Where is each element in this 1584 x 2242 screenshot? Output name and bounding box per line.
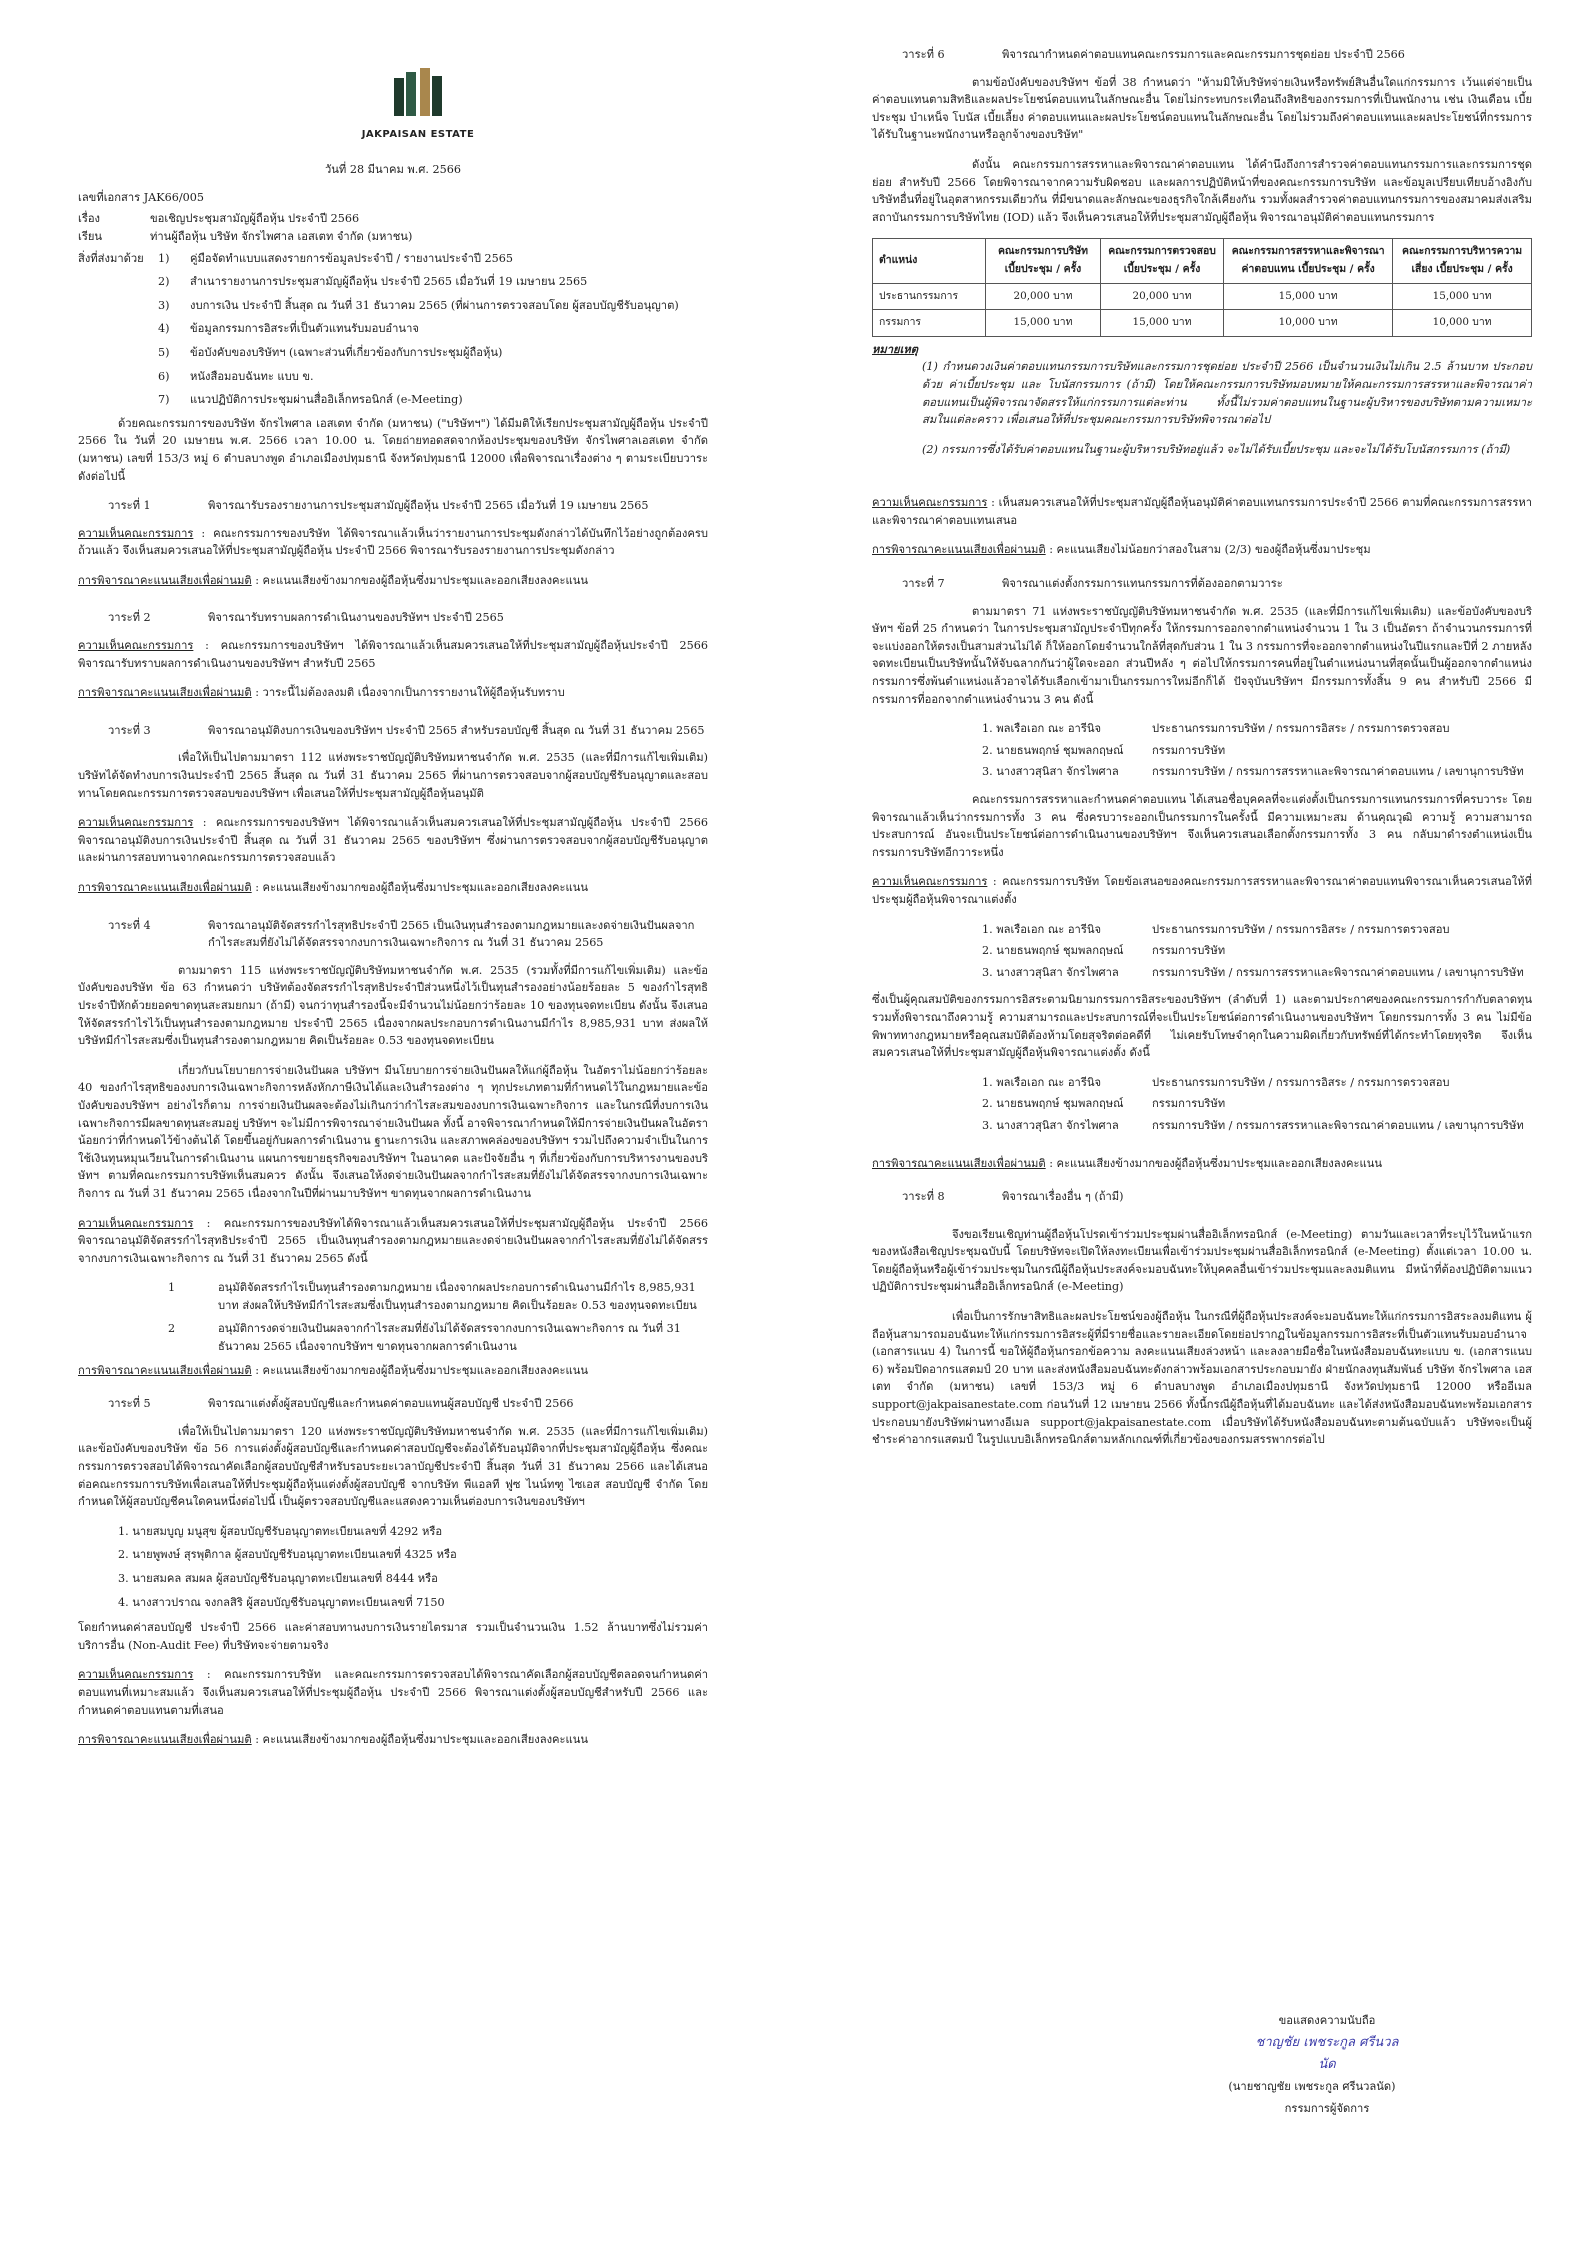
opinion-text: : คณะกรรมการของบริษัท ได้พิจารณาแล้วเห็นว่ารายงานการประชุมดังกล่าวได้บันทึกไว้อย่างถูกต้องครบถ้วนแล้ว จึงเห็นสมควรเสนอให้ที่ประชุมสามัญผู้ถือหุ้น ประจำปี 2566 พิจารณารับรองรายงานการประชุมดังกล่าว	[78, 526, 708, 558]
list-item	[982, 1074, 1532, 1092]
subject-label: เรื่อง	[78, 212, 101, 226]
agenda-7-number: วาระที่ 7	[902, 577, 945, 591]
director-position: กรรมการบริษัท / กรรมการสรรหาและพิจารณาค่าตอบแทน / เลขานุการบริษัท	[1152, 1118, 1524, 1132]
vote-text: : คะแนนเสียงไม่น้อยกว่าสองในสาม (2/3) ของผู้ถือหุ้นซึ่งมาประชุม	[1049, 543, 1371, 557]
fee-cell: ประธานกรรมการ	[873, 283, 986, 310]
company-logo	[308, 68, 528, 143]
vote-label: การพิจารณาคะแนนเสียงเพื่อผ่านมติ	[78, 1363, 252, 1377]
agenda-2-number: วาระที่ 2	[108, 611, 151, 625]
document-number: เลขที่เอกสาร JAK66/005	[78, 190, 204, 204]
agenda-4-item	[168, 1320, 708, 1355]
list-item	[982, 921, 1532, 939]
appointed-directors-list	[982, 1074, 1532, 1135]
agenda-8-number: วาระที่ 8	[902, 1190, 945, 1204]
agenda-1-number: วาระที่ 1	[108, 499, 151, 513]
director-position: กรรมการบริษัท / กรรมการสรรหาและพิจารณาค่าตอบแทน / เลขานุการบริษัท	[1152, 765, 1524, 779]
vote-label: การพิจารณาคะแนนเสียงเพื่อผ่านมติ	[78, 1733, 252, 1747]
vote-text: : คะแนนเสียงข้างมากของผู้ถือหุ้นซึ่งมาประชุมและออกเสียงลงคะแนน	[255, 1733, 589, 1747]
attachment-text: งบการเงิน ประจำปี สิ้นสุด ณ วันที่ 31 ธันวาคม 2565 (ที่ผ่านการตรวจสอบโดย ผู้สอบบัญชีรับอนุญาต)	[190, 298, 679, 312]
subject-text: ขอเชิญประชุมสามัญผู้ถือหุ้น ประจำปี 2566	[150, 212, 360, 226]
vote-text: : คะแนนเสียงข้างมากของผู้ถือหุ้นซึ่งมาประชุมและออกเสียงลงคะแนน	[1049, 1156, 1383, 1170]
fee-table-header	[873, 239, 1532, 283]
agenda-2-vote	[78, 684, 708, 702]
note-item: (1) กำหนดวงเงินค่าตอบแทนกรรมการบริษัทและกรรมการชุดย่อย ประจำปี 2566 เป็นจำนวนเงินไม่เกิน 2.5 ล้านบาท ประกอบด้วย ค่าเบี้ยประชุม และ โบนัสกรรมการ (ถ้ามี) โดยให้คณะกรรมการบริษัทมอบหมายให้คณะกรรมการสรรหาและพิจารณาค่าตอบแทนเป็นผู้พิจารณาจัดสรรให้แก่กรรมการแต่ละท่าน ทั้งนี้ไม่รวมค่าตอบแทนในฐานะผู้บริหารของบริษัทตามความเหมาะสมในแต่ละคราว เพื่อเสนอให้ที่ประชุมคณะกรรมการบริษัทพิจารณาต่อไป	[922, 360, 1532, 427]
agenda-3-number: วาระที่ 3	[108, 723, 151, 737]
regards-text: ขอแสดงความนับถือ	[1278, 2014, 1376, 2027]
vote-label: การพิจารณาคะแนนเสียงเพื่อผ่านมติ	[872, 1156, 1046, 1170]
attachment-no: 3)	[158, 298, 170, 312]
agenda-5-opinion	[78, 1666, 708, 1719]
attachments-list	[78, 250, 708, 409]
logo-text: JAKPAISAN ESTATE	[361, 128, 475, 140]
table-row	[873, 310, 1532, 337]
director-name: 1. พลเรือเอก ณะ อารีนิจ	[982, 922, 1102, 936]
director-position: ประธานกรรมการบริษัท / กรรมการอิสระ / กรรมการตรวจสอบ	[1152, 722, 1450, 736]
director-position: ประธานกรรมการบริษัท / กรรมการอิสระ / กรรมการตรวจสอบ	[1152, 1075, 1450, 1089]
agenda-6-number: วาระที่ 6	[902, 48, 945, 61]
opinion-text: : คณะกรรมการบริษัท และคณะกรรมการตรวจสอบได้พิจารณาคัดเลือกผู้สอบบัญชีตลอดจนกำหนดค่าตอบแทนที่เหมาะสมแล้ว จึงเห็นสมควรเสนอให้ที่ประชุมผู้ถือหุ้น ประจำปี 2566 พิจารณาแต่งตั้งผู้สอบบัญชีสำหรับปี 2566 และกำหนดค่าตอบแทนตามที่เสนอ	[78, 1668, 708, 1717]
vote-label: การพิจารณาคะแนนเสียงเพื่อผ่านมติ	[872, 543, 1046, 557]
agenda-6-vote	[872, 541, 1532, 559]
director-position: กรรมการบริษัท	[1152, 944, 1226, 958]
attachment-item	[78, 297, 708, 315]
auditor-item: 1. นายสมบูญ มนูสุข ผู้สอบบัญชีรับอนุญาตทะเบียนเลขที่ 4292 หรือ	[118, 1524, 443, 1538]
closing-paragraph-2: เพื่อเป็นการรักษาสิทธิและผลประโยชน์ของผู้ถือหุ้น ในกรณีที่ผู้ถือหุ้นประสงค์จะมอบฉันทะให้แก่กรรมการอิสระลงมติแทน ผู้ถือหุ้นสามารถมอบฉันทะให้แก่กรรมการอิสระผู้ที่มีรายชื่อและรายละเอียดโดยย่อปรากฏในข้อมูลกรรมการอิสระที่เป็นตัวแทนรับมอบอำนาจ (เอกสารแนบ 4) ในการนี้ ขอให้ผู้ถือหุ้นกรอกข้อความ ลงคะแนนเสียงล่วงหน้า และลงลายมือชื่อในหนังสือมอบฉันทะแบบ ข. (เอกสารแนบ 6) พร้อมปิดอากรแสตมป์ 20 บาท และส่งหนังสือมอบฉันทะดังกล่าวพร้อมเอกสารประกอบมายัง ฝ่ายนักลงทุนสัมพันธ์ บริษัท จักรไพศาล เอสเตท จำกัด (มหาชน) เลขที่ 153/3 หมู่ 6 ตำบลบางพูด อำเภอเมืองปทุมธานี จังหวัดปทุมธานี 12000 หรืออีเมล support@jakpaisanestate.com ก่อนวันที่ 12 เมษายน 2566 ทั้งนี้กรณีผู้ถือหุ้นที่ได้มอบฉันทะ และได้ส่งหนังสือมอบฉันทะพร้อมเอกสารประกอบมายังบริษัทผ่านทางอีเมล support@jakpaisanestate.com เมื่อบริษัทได้รับหนังสือมอบฉันทะตามต้นฉบับแล้ว บริษัทจะเป็นผู้ชำระค่าอากรแสตมป์ ในรูปแบบอิเล็กทรอนิกส์ตามหลักเกณฑ์ที่เกี่ยวข้องของกรมสรรพากรต่อไป	[872, 1310, 1532, 1447]
agenda-5-number: วาระที่ 5	[108, 1397, 151, 1411]
agenda-7-body-3: ซึ่งเป็นผู้คุณสมบัติของกรรมการอิสระตามนิยามกรรมการอิสระของบริษัทฯ (ลำดับที่ 1) และตามประกาศของคณะกรรมการกำกับตลาดทุน รวมทั้งพิจารณาถึงความรู้ ความสามารถและประสบการณ์ที่จะเป็นประโยชน์ต่อการดำเนินงานของบริษัทฯ โดยกรรมการทั้ง 3 คน ไม่มีข้อพิพาททางกฎหมายหรือคุณสมบัติต้องห้ามโดยสุจริตต่อคดีที่ ไม่เคยรับโทษจำคุกในความผิดเกี่ยวกับทรัพย์ที่ได้กระทำโดยทุจริต จึงเห็นสมควรเสนอให้ที่ประชุมสามัญผู้ถือหุ้นพิจารณาแต่งตั้ง ดังนี้	[872, 993, 1532, 1060]
fee-cell: 20,000 บาท	[1100, 283, 1223, 310]
signature-block	[1228, 2010, 1402, 2120]
fee-header-cell: คณะกรรมการสรรหาและพิจารณาค่าตอบแทน เบี้ยประชุม / ครั้ง	[1224, 239, 1393, 283]
agenda-6-body-1: ตามข้อบังคับของบริษัทฯ ข้อที่ 38 กำหนดว่า "ห้ามมิให้บริษัทจ่ายเงินหรือทรัพย์สินอื่นใดแก่กรรมการ เว้นแต่จ่ายเป็นค่าตอบแทนตามสิทธิและผลประโยชน์ตอบแทนในลักษณะอื่น โดยไม่กระทบกระเทือนถึงสิทธิของกรรมการที่เป็นพนักงาน เช่น เงินเดือน เบี้ยประชุม บำเหน็จ โบนัส เบี้ยเลี้ยง ค่าตอบแทนและผลประโยชน์ตอบแทนในลักษณะอื่น โดยไม่รวมถึงค่าตอบแทนและผลประโยชน์ที่กรรมการได้รับในฐานะพนักงานหรือลูกจ้างของบริษัท"	[872, 75, 1532, 142]
list-item	[982, 1117, 1532, 1135]
closing-paragraph-1: จึงขอเรียนเชิญท่านผู้ถือหุ้นโปรดเข้าร่วมประชุมผ่านสื่ออิเล็กทรอนิกส์ (e-Meeting) ตามวันและเวลาที่ระบุไว้ในหน้าแรกของหนังสือเชิญประชุมฉบับนี้ โดยบริษัทจะเปิดให้ลงทะเบียนเพื่อเข้าร่วมประชุมผ่านสื่ออิเล็กทรอนิกส์ (e-Meeting) ตั้งแต่เวลา 10.00 น. โดยผู้ถือหุ้นหรือผู้เข้าร่วมประชุมในกรณีผู้ถือหุ้นประสงค์จะมอบฉันทะให้บุคคลอื่นเข้าร่วมประชุมและลงมติแทน มีหน้าที่ต้องปฏิบัติตามแนวปฏิบัติการประชุมผ่านสื่ออิเล็กทรอนิกส์ (e-Meeting)	[872, 1227, 1532, 1294]
note-label: หมายเหตุ	[872, 341, 919, 356]
list-item	[982, 964, 1532, 982]
agenda-4-body-1: ตามมาตรา 115 แห่งพระราชบัญญัติบริษัทมหาชนจำกัด พ.ศ. 2535 (รวมทั้งที่มีการแก้ไขเพิ่มเติม) และข้อบังคับของบริษัท ข้อ 63 กำหนดว่า บริษัทต้องจัดสรรกำไรสุทธิประจำปีส่วนหนึ่งไว้เป็นทุนสำรองอย่างน้อยร้อยละ 5 ของกำไรสุทธิประจำปีหักด้วยยอดขาดทุนสะสมยกมา (ถ้ามี) จนกว่าทุนสำรองนี้จะมีจำนวนไม่น้อยกว่าร้อยละ 10 ของทุนจดทะเบียน ดังนั้น จึงเสนอให้จัดสรรกำไรไว้เป็นทุนสำรองตามกฎหมาย ประจำปี 2565 เนื่องจากผลประกอบการดำเนินงานมีกำไร 8,985,931 บาท ส่งผลให้บริษัทมีกำไรสะสมซึ่งเป็นทุนสำรองตามกฎหมาย คิดเป็นร้อยละ 0.53 ของทุนจดทะเบียน	[78, 963, 708, 1048]
attachment-no: 7)	[158, 393, 170, 407]
attachment-no: 6)	[158, 369, 170, 383]
item-text: อนุมัติจัดสรรกำไรเป็นทุนสำรองตามกฎหมาย เนื่องจากผลประกอบการดำเนินงานมีกำไร 8,985,931 บาท ส่งผลให้บริษัทมีกำไรสะสมซึ่งเป็นทุนสำรองตามกฎหมาย คิดเป็นร้อยละ 0.53 ของทุนจดทะเบียน	[218, 1281, 697, 1312]
attachment-text: แนวปฏิบัติการประชุมผ่านสื่ออิเล็กทรอนิกส์ (e-Meeting)	[190, 393, 463, 407]
agenda-1-opinion	[78, 525, 708, 560]
attachment-item	[78, 320, 708, 338]
left-column	[78, 40, 708, 1761]
agenda-3-opinion	[78, 814, 708, 867]
fee-cell: 15,000 บาท	[986, 310, 1101, 337]
item-number: 1	[168, 1281, 176, 1295]
item-number: 2	[168, 1322, 176, 1336]
director-fee-table	[872, 238, 1532, 336]
agenda-8-title-row	[872, 1188, 1532, 1206]
agenda-4-title-row	[78, 917, 708, 952]
signer-title: กรรมการผู้จัดการ	[1284, 2102, 1370, 2115]
agenda-7-vote	[872, 1155, 1532, 1173]
attachment-item	[78, 250, 708, 268]
opinion-text: : คณะกรรมการบริษัท โดยข้อเสนอของคณะกรรมการสรรหาและพิจารณาค่าตอบแทนพิจารณาเห็นควรเสนอให้ที่ประชุมผู้ถือหุ้นพิจารณาแต่งตั้ง	[872, 875, 1532, 906]
recipient-text: ท่านผู้ถือหุ้น บริษัท จักรไพศาล เอสเตท จำกัด (มหาชน)	[150, 229, 413, 243]
director-position: กรรมการบริษัท	[1152, 1097, 1226, 1111]
fee-header-cell: คณะกรรมการบริษัท เบี้ยประชุม / ครั้ง	[986, 239, 1101, 283]
agenda-3-body: เพื่อให้เป็นไปตามมาตรา 112 แห่งพระราชบัญญัติบริษัทมหาชนจำกัด พ.ศ. 2535 (และที่มีการแก้ไขเพิ่มเติม) บริษัทได้จัดทำงบการเงินประจำปี 2565 สิ้นสุด ณ วันที่ 31 ธันวาคม 2565 ที่ผ่านการตรวจสอบจากผู้สอบบัญชีรับอนุญาตและสอบทานโดยคณะกรรมการตรวจสอบของบริษัทฯ เพื่อเสนอให้ที่ประชุมสามัญผู้ถือหุ้นอนุมัติ	[78, 751, 708, 800]
vote-text: : คะแนนเสียงข้างมากของผู้ถือหุ้นซึ่งมาประชุมและออกเสียงลงคะแนน	[255, 1363, 589, 1377]
handwritten-signature: ชาญชัย เพชระกูล ศรีนวลนัด	[1255, 2035, 1399, 2072]
table-row	[873, 283, 1532, 310]
list-item	[982, 942, 1532, 960]
agenda-4-opinion	[78, 1215, 708, 1268]
agenda-4-title: พิจารณาอนุมัติจัดสรรกำไรสุทธิประจำปี 2565 เป็นเงินทุนสำรองตามกฎหมายและงดจ่ายเงินปันผลจากกำไรสะสมที่ยังไม่ได้จัดสรรจากงบการเงินเฉพาะกิจการ ณ วันที่ 31 ธันวาคม 2565	[208, 918, 695, 950]
agenda-5-body: เพื่อให้เป็นไปตามมาตรา 120 แห่งพระราชบัญญัติบริษัทมหาชนจำกัด พ.ศ. 2535 (และที่มีการแก้ไขเพิ่มเติม) และข้อบังคับของบริษัท ข้อ 56 การแต่งตั้งผู้สอบบัญชีและกำหนดค่าสอบบัญชีจะต้องได้รับอนุมัติจากที่ประชุมสามัญผู้ถือหุ้น ซึ่งคณะกรรมการตรวจสอบได้พิจารณาคัดเลือกผู้สอบบัญชีสำหรับรอบระยะเวลาบัญชีประจำปี สิ้นสุด วันที่ 31 ธันวาคม 2566 และได้เสนอต่อคณะกรรมการบริษัทเพื่อเสนอให้ที่ประชุมผู้ถือหุ้นแต่งตั้งผู้สอบบัญชี จากบริษัท พีแอลที ฟูซ ไนน์ทฑู ไซเอส สอบบัญชี จำกัด โดยกำหนดให้ผู้สอบบัญชีคนใดคนหนึ่งต่อไปนี้ เป็นผู้ตรวจสอบบัญชีและแสดงความเห็นต่องบการเงินของบริษัทฯ	[78, 1424, 708, 1509]
fee-cell: 10,000 บาท	[1393, 310, 1532, 337]
agenda-4-item	[168, 1279, 708, 1314]
agenda-7-opinion	[872, 873, 1532, 908]
fee-header-cell: ตำแหน่ง	[873, 239, 986, 283]
agenda-3-title: พิจารณาอนุมัติงบการเงินของบริษัทฯ ประจำปี 2565 สำหรับรอบบัญชี สิ้นสุด ณ วันที่ 31 ธันวาคม 2565	[208, 723, 705, 737]
fee-cell: 20,000 บาท	[986, 283, 1101, 310]
agenda-6-title-row	[872, 46, 1532, 64]
director-name: 2. นายธนพฤกษ์ ชุมพลกฤษณ์	[982, 743, 1124, 757]
auditor-item: 4. นางสาวปราณ จงกลสิริ ผู้สอบบัญชีรับอนุญาตทะเบียนเลขที่ 7150	[118, 1595, 445, 1609]
retiring-directors-list	[982, 720, 1532, 781]
agenda-3-title-row	[78, 722, 708, 740]
signer-name: (นายชาญชัย เพชระกูล ศรีนวลนัด)	[1228, 2080, 1396, 2093]
opinion-label: ความเห็นคณะกรรมการ	[78, 526, 194, 540]
agenda-1-title: พิจารณารับรองรายงานการประชุมสามัญผู้ถือหุ้น ประจำปี 2565 เมื่อวันที่ 19 เมษายน 2565	[208, 499, 649, 513]
agenda-6-body-2: ดังนั้น คณะกรรมการสรรหาและพิจารณาค่าตอบแทน ได้คำนึงถึงการสำรวจค่าตอบแทนกรรมการและกรรมการชุดย่อย สำหรับปี 2566 โดยพิจารณาจากความรับผิดชอบ และผลการปฏิบัติหน้าที่ของคณะกรรมการบริษัท และข้อมูลเปรียบเทียบอ้างอิงกับบริษัทอื่นที่อยู่ในอุตสาหกรรมเดียวกัน ที่มีขนาดและลักษณะของธุรกิจใกล้เคียงกัน รวมทั้งผลสำรวจค่าตอบแทนกรรมการของสมาคมส่งเสริมสถาบันกรรมการบริษัทไทย (IOD) แล้ว จึงเห็นควรเสนอให้ที่ประชุมสามัญผู้ถือหุ้น พิจารณาอนุมัติค่าตอบแทนกรรมการ	[872, 157, 1532, 224]
vote-text: : คะแนนเสียงข้างมากของผู้ถือหุ้นซึ่งมาประชุมและออกเสียงลงคะแนน	[255, 573, 589, 587]
opinion-text: : เห็นสมควรเสนอให้ที่ประชุมสามัญผู้ถือหุ้นอนุมัติค่าตอบแทนกรรมการประจำปี 2566 ตามที่คณะกรรมการสรรหาและพิจารณาค่าตอบแทนเสนอ	[872, 496, 1532, 527]
fee-cell: 15,000 บาท	[1224, 283, 1393, 310]
intro-paragraph: ด้วยคณะกรรมการของบริษัท จักรไพศาล เอสเตท จำกัด (มหาชน) ("บริษัทฯ") ได้มีมติให้เรียกประชุมสามัญผู้ถือหุ้น ประจำปี 2566 ใน วันที่ 20 เมษายน พ.ศ. 2566 เวลา 10.00 น. โดยถ่ายทอดสดจากห้องประชุมของบริษัท จักรไพศาลเอสเตท จำกัด (มหาชน) เลขที่ 153/3 หมู่ 6 ตำบลบางพูด อำเภอเมืองปทุมธานี จังหวัดปทุมธานี 12000 เพื่อพิจารณาเรื่องต่าง ๆ ตามระเบียบวาระดังต่อไปนี้	[78, 416, 708, 483]
agenda-1-vote	[78, 572, 708, 590]
vote-label: การพิจารณาคะแนนเสียงเพื่อผ่านมติ	[78, 686, 252, 700]
director-position: ประธานกรรมการบริษัท / กรรมการอิสระ / กรรมการตรวจสอบ	[1152, 922, 1450, 936]
vote-text: : คะแนนเสียงข้างมากของผู้ถือหุ้นซึ่งมาประชุมและออกเสียงลงคะแนน	[255, 881, 589, 894]
list-item	[982, 720, 1532, 738]
agenda-6-opinion	[872, 494, 1532, 529]
attachment-item	[78, 344, 708, 362]
opinion-text: : คณะกรรมการของบริษัทฯ ได้พิจารณาแล้วเห็นสมควรเสนอให้ที่ประชุมสามัญผู้ถือหุ้นประจำปี 2566 พิจารณารับทราบผลการดำเนินงานของบริษัทฯ สำหรับปี 2565	[78, 639, 708, 670]
agenda-8-title: พิจารณาเรื่องอื่น ๆ (ถ้ามี)	[1002, 1190, 1124, 1204]
agenda-5-vote	[78, 1731, 708, 1749]
agenda-7-title-row	[872, 575, 1532, 593]
fee-cell: 15,000 บาท	[1100, 310, 1223, 337]
attachment-no: 1)	[158, 251, 170, 265]
attachment-item	[78, 368, 708, 386]
attachment-text: ข้อบังคับของบริษัทฯ (เฉพาะส่วนที่เกี่ยวข้องกับการประชุมผู้ถือหุ้น)	[190, 345, 503, 359]
director-name: 2. นายธนพฤกษ์ ชุมพลกฤษณ์	[982, 944, 1124, 958]
opinion-label: ความเห็นคณะกรรมการ	[78, 1216, 194, 1230]
agenda-4-number: วาระที่ 4	[108, 918, 151, 932]
agenda-5-title-row	[78, 1395, 708, 1413]
agenda-7-body-2: คณะกรรมการสรรหาและกำหนดค่าตอบแทน ได้เสนอชื่อบุคคลที่จะแต่งตั้งเป็นกรรมการแทนกรรมการที่ครบวาระ โดยพิจารณาแล้วเห็นว่ากรรมการทั้ง 3 คน ซึ่งครบวาระออกเป็นกรรมการในครั้งนี้ มีความเหมาะสม ด้านคุณวุฒิ ความรู้ ความสามารถ ประสบการณ์ อันจะเป็นประโยชน์ต่อการดำเนินงานของบริษัทฯ จึงเห็นควรเสนอเลือกตั้งกรรมการทั้ง 3 คน กลับมาดำรงตำแหน่งเป็นกรรมการบริษัทอีกวาระหนึ่ง	[872, 793, 1532, 859]
agenda-6-title: พิจารณากำหนดค่าตอบแทนคณะกรรมการและคณะกรรมการชุดย่อย ประจำปี 2566	[1002, 48, 1405, 61]
opinion-text: : คณะกรรมการของบริษัทได้พิจารณาแล้วเห็นสมควรเสนอให้ที่ประชุมสามัญผู้ถือหุ้น ประจำปี 2566 พิจารณาอนุมัติจัดสรรกำไรสุทธิประจำปี 2565 เป็นเงินทุนสำรองตามกฎหมายและงดจ่ายเงินปันผลจากกำไรสะสมที่ยังไม่ได้จัดสรรจากงบการเงินเฉพาะกิจการ ณ วันที่ 31 ธันวาคม 2565 ดังนี้	[78, 1216, 708, 1265]
attachment-no: 5)	[158, 345, 170, 359]
attachment-text: สำเนารายงานการประชุมสามัญผู้ถือหุ้น ประจำปี 2565 เมื่อวันที่ 19 เมษายน 2565	[190, 275, 588, 289]
attachment-text: หนังสือมอบฉันทะ แบบ ข.	[190, 369, 314, 383]
agenda-3-vote	[78, 879, 708, 897]
agenda-4-body-2: เกี่ยวกับนโยบายการจ่ายเงินปันผล บริษัทฯ มีนโยบายการจ่ายเงินปันผลให้แก่ผู้ถือหุ้น ในอัตราไม่น้อยกว่าร้อยละ 40 ของกำไรสุทธิของงบการเงินเฉพาะกิจการหลังหักภาษีเงินได้และเงินสำรองต่าง ๆ ทุกประเภทตามที่กำหนดไว้ในกฎหมายและข้อบังคับของบริษัทฯ อย่างไรก็ตาม การจ่ายเงินปันผลจะต้องไม่เกินกว่ากำไรสะสมของงบการเงินเฉพาะกิจการ และในกรณีที่งบการเงินเฉพาะกิจการมีผลขาดทุนสะสมอยู่ บริษัทฯ จะไม่มีการพิจารณาจ่ายเงินปันผล ทั้งนี้ อาจพิจารณากำหนดให้มีการจ่ายเงินปันผลในอัตราน้อยกว่าที่กำหนดไว้ข้างต้นได้ โดยขึ้นอยู่กับผลการดำเนินงาน ฐานะการเงิน และสภาพคล่องของบริษัทฯ รวมไปถึงความจำเป็นในการใช้เงินทุนหมุนเวียนในการดำเนินงาน แผนการขยายธุรกิจของบริษัทฯ ในอนาคต และปัจจัยอื่น ๆ ที่เกี่ยวข้องกับการบริหารงานของบริษัทฯ ตามที่คณะกรรมการบริษัทเห็นสมควร ดังนั้น จึงเสนอให้งดจ่ายเงินปันผลจากกำไรสะสมที่ยังไม่ได้จัดสรรจากงบการเงินเฉพาะกิจการ ณ วันที่ 31 ธันวาคม 2565 เนื่องจากในปีที่ผ่านมาบริษัทฯ ขาดทุนจากผลการดำเนินงาน	[78, 1063, 708, 1200]
auditor-item: 2. นายพูพงษ์ สุรพุติกาล ผู้สอบบัญชีรับอนุญาตทะเบียนเลขที่ 4325 หรือ	[118, 1548, 457, 1562]
opinion-label: ความเห็นคณะกรรมการ	[78, 816, 194, 830]
attachment-item	[78, 391, 708, 409]
fee-cell: 10,000 บาท	[1224, 310, 1393, 337]
director-name: 1. พลเรือเอก ณะ อารีนิจ	[982, 722, 1102, 736]
nominated-directors-list	[982, 921, 1532, 982]
fee-header-cell: คณะกรรมการตรวจสอบ เบี้ยประชุม / ครั้ง	[1100, 239, 1223, 283]
opinion-label: ความเห็นคณะกรรมการ	[872, 875, 988, 889]
vote-text: : วาระนี้ไม่ต้องลงมติ เนื่องจากเป็นการรายงานให้ผู้ถือหุ้นรับทราบ	[255, 686, 565, 700]
letter-date: วันที่ 28 มีนาคม พ.ศ. 2566	[325, 163, 461, 177]
agenda-5-fee: โดยกำหนดค่าสอบบัญชี ประจำปี 2566 และค่าสอบทานงบการเงินรายไตรมาส รวมเป็นจำนวนเงิน 1.52 ล้านบาทซึ่งไม่รวมค่าบริการอื่น (Non-Audit Fee) ที่บริษัทจะจ่ายตามจริง	[78, 1621, 708, 1652]
director-name: 2. นายธนพฤกษ์ ชุมพลกฤษณ์	[982, 1097, 1124, 1111]
opinion-text: : คณะกรรมการของบริษัทฯ ได้พิจารณาแล้วเห็นสมควรเสนอให้ที่ประชุมสามัญผู้ถือหุ้น ประจำปี 2566 พิจารณาอนุมัติงบการเงินประจำปี สิ้นสุด ณ วันที่ 31 ธันวาคม 2565 ของบริษัทฯ ซึ่งผ่านการตรวจสอบจากผู้สอบบัญชีรับอนุญาต และผ่านการสอบทานจากคณะกรรมการตรวจสอบแล้ว	[78, 816, 709, 865]
director-position: กรรมการบริษัท	[1152, 743, 1226, 757]
note-item: (2) กรรมการซึ่งได้รับค่าตอบแทนในฐานะผู้บริหารบริษัทอยู่แล้ว จะไม่ได้รับเบี้ยประชุม และจะไม่ได้รับโบนัสกรรมการ (ถ้ามี)	[922, 442, 1511, 456]
agenda-4-vote	[78, 1362, 708, 1380]
fee-header-cell: คณะกรรมการบริหารความเสี่ยง เบี้ยประชุม / ครั้ง	[1393, 239, 1532, 283]
director-name: 3. นางสาวสุนิสา จักรไพศาล	[982, 965, 1119, 979]
director-name: 3. นางสาวสุนิสา จักรไพศาล	[982, 1118, 1119, 1132]
agenda-2-opinion	[78, 637, 708, 672]
attachment-text: ข้อมูลกรรมการอิสระที่เป็นตัวแทนรับมอบอำนาจ	[190, 322, 419, 336]
agenda-7-title: พิจารณาแต่งตั้งกรรมการแทนกรรมการที่ต้องออกตามวาระ	[1002, 577, 1283, 591]
building-logo-icon	[390, 68, 446, 116]
attachment-text: คู่มือจัดทำแบบแสดงรายการข้อมูลประจำปี / รายงานประจำปี 2565	[190, 251, 514, 265]
agenda-1-title-row	[78, 497, 708, 515]
agenda-7-body-1: ตามมาตรา 71 แห่งพระราชบัญญัติบริษัทมหาชนจำกัด พ.ศ. 2535 (และที่มีการแก้ไขเพิ่มเติม) และข้อบังคับของบริษัทฯ ข้อที่ 25 กำหนดว่า ในการประชุมสามัญประจำปีทุกครั้ง ให้กรรมการออกจากตำแหน่งจำนวน 1 ใน 3 เป็นอัตรา ถ้าจำนวนกรรมการที่จะแบ่งออกให้ตรงเป็นสามส่วนไม่ได้ ก็ให้ออกโดยจำนวนใกล้ที่สุดกับส่วน 1 ใน 3 กรรมการที่จะออกจากตำแหน่งในปีแรกและปีที่ 2 ภายหลังจดทะเบียนเป็นบริษัทนั้นให้จับฉลากกันว่าผู้ใดจะออก ส่วนปีหลัง ๆ ต่อไปให้กรรมการคนที่อยู่ในตำแหน่งนานที่สุดนั้นเป็นผู้ออกจากตำแหน่ง กรรมการซึ่งพ้นตำแหน่งแล้วอาจได้รับเลือกเข้ามาเป็นกรรมการใหม่อีกก็ได้ ปัจจุบันบริษัทฯ มีกรรมการทั้งสิ้น 9 คน สำหรับปี 2566 มีกรรมการที่ออกจากตำแหน่งจำนวน 3 คน ดังนี้	[872, 604, 1532, 706]
list-item	[982, 1095, 1532, 1113]
right-column	[872, 40, 1532, 1461]
vote-label: การพิจารณาคะแนนเสียงเพื่อผ่านมติ	[78, 881, 252, 894]
recipient-label: เรียน	[78, 229, 103, 243]
opinion-label: ความเห็นคณะกรรมการ	[872, 496, 988, 510]
auditor-item: 3. นายสมคล สมผล ผู้สอบบัญชีรับอนุญาตทะเบียนเลขที่ 8444 หรือ	[118, 1572, 438, 1585]
list-item	[982, 763, 1532, 781]
attachment-no: 2)	[158, 275, 170, 289]
director-name: 1. พลเรือเอก ณะ อารีนิจ	[982, 1075, 1102, 1089]
vote-label: การพิจารณาคะแนนเสียงเพื่อผ่านมติ	[78, 573, 252, 587]
list-item	[982, 742, 1532, 760]
attachments-label: สิ่งที่ส่งมาด้วย	[78, 251, 144, 265]
attachment-item	[78, 273, 708, 291]
item-text: อนุมัติการงดจ่ายเงินปันผลจากกำไรสะสมที่ยังไม่ได้จัดสรรจากงบการเงินเฉพาะกิจการ ณ วันที่ 31 ธันวาคม 2565 เนื่องจากบริษัทฯ ขาดทุนจากผลการดำเนินงาน	[218, 1322, 681, 1354]
fee-cell: กรรมการ	[873, 310, 986, 337]
recipient-row	[78, 228, 708, 246]
opinion-label: ความเห็นคณะกรรมการ	[78, 639, 194, 653]
director-name: 3. นางสาวสุนิสา จักรไพศาล	[982, 765, 1119, 779]
subject-row	[78, 210, 708, 228]
fee-cell: 15,000 บาท	[1393, 283, 1532, 310]
attachment-no: 4)	[158, 322, 170, 336]
agenda-5-title: พิจารณาแต่งตั้งผู้สอบบัญชีและกำหนดค่าตอบแทนผู้สอบบัญชี ประจำปี 2566	[208, 1397, 574, 1411]
agenda-2-title: พิจารณารับทราบผลการดำเนินงานของบริษัทฯ ประจำปี 2565	[208, 611, 504, 625]
opinion-label: ความเห็นคณะกรรมการ	[78, 1668, 194, 1682]
director-position: กรรมการบริษัท / กรรมการสรรหาและพิจารณาค่าตอบแทน / เลขานุการบริษัท	[1152, 965, 1524, 979]
agenda-2-title-row	[78, 609, 708, 627]
